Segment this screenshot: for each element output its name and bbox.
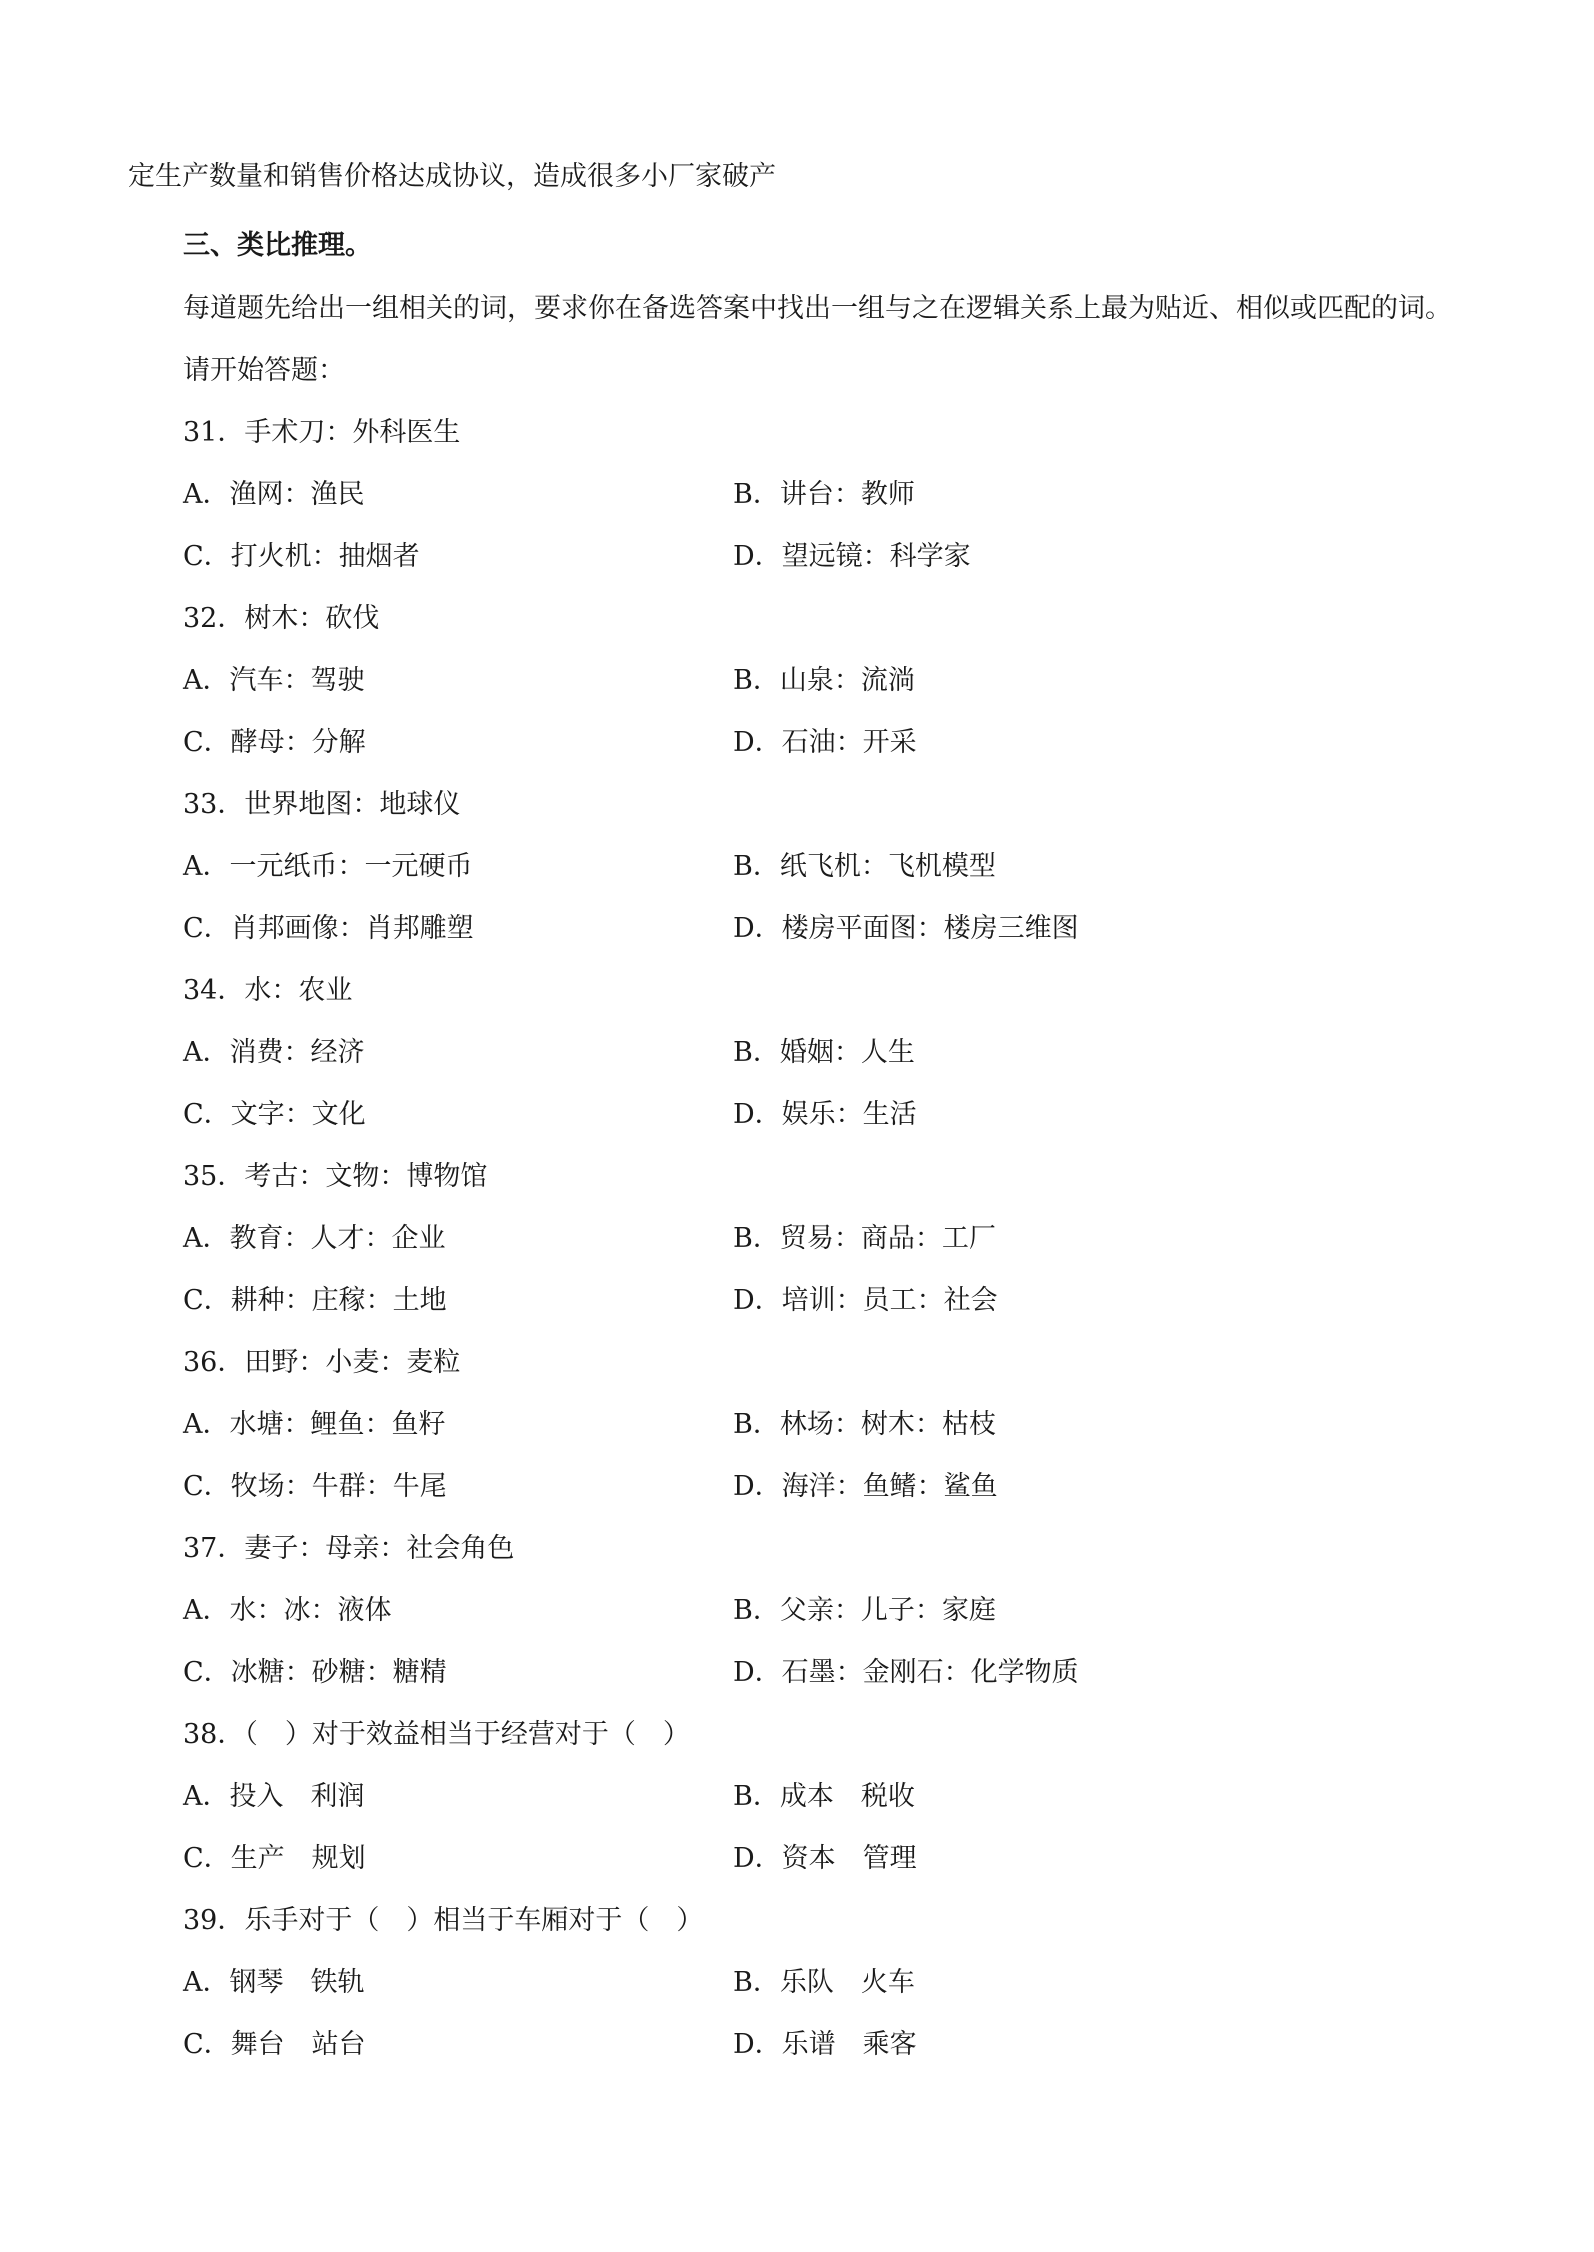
option-b: B．纸飞机：飞机模型 [733,851,996,882]
option-a: A．教育：人才：企业 [183,1223,446,1254]
option-d: D．望远镜：科学家 [733,541,971,572]
option-c: C．肖邦画像：肖邦雕塑 [183,913,474,944]
option-c: C．冰糖：砂糖：糖精 [183,1657,447,1688]
question-stem: 36．田野：小麦：麦粒 [183,1347,461,1378]
question-stem: 31．手术刀：外科医生 [183,417,461,448]
option-a: A．投入 利润 [183,1781,365,1812]
option-a: A．渔网：渔民 [183,479,365,510]
option-d: D．培训：员工：社会 [733,1285,998,1316]
option-b: B．父亲：儿子：家庭 [733,1595,996,1626]
section-heading: 三、类比推理。 [183,230,372,261]
option-c: C．打火机：抽烟者 [183,541,420,572]
option-d: D．资本 管理 [733,1843,917,1874]
option-d: D．石墨：金刚石：化学物质 [733,1657,1079,1688]
question-stem: 35．考古：文物：博物馆 [183,1161,488,1192]
start-prompt: 请开始答题： [183,355,345,386]
option-a: A．一元纸币：一元硬币 [183,851,473,882]
option-c: C．舞台 站台 [183,2029,366,2060]
option-c: C．牧场：牛群：牛尾 [183,1471,447,1502]
question-stem: 38．（ ）对于效益相当于经营对于（ ） [183,1719,690,1750]
option-a: A．水塘：鲤鱼：鱼籽 [183,1409,446,1440]
question-stem: 32．树木：砍伐 [183,603,380,634]
option-b: B．婚姻：人生 [733,1037,915,1068]
option-b: B．讲台：教师 [733,479,915,510]
option-c: C．文字：文化 [183,1099,366,1130]
option-c: C．生产 规划 [183,1843,366,1874]
option-d: D．娱乐：生活 [733,1099,917,1130]
option-b: B．林场：树木：枯枝 [733,1409,996,1440]
question-stem: 34．水：农业 [183,975,353,1006]
option-a: A．消费：经济 [183,1037,365,1068]
option-a: A．水：冰：液体 [183,1595,392,1626]
option-d: D．楼房平面图：楼房三维图 [733,913,1079,944]
option-b: B．成本 税收 [733,1781,915,1812]
question-stem: 33．世界地图：地球仪 [183,789,461,820]
question-stem: 39．乐手对于（ ）相当于车厢对于（ ） [183,1905,704,1936]
option-a: A．汽车：驾驶 [183,665,365,696]
option-c: C．耕种：庄稼：土地 [183,1285,447,1316]
option-b: B．山泉：流淌 [733,665,915,696]
option-b: B．贸易：商品：工厂 [733,1223,996,1254]
option-a: A．钢琴 铁轨 [183,1967,365,1998]
instructions-text: 每道题先给出一组相关的词，要求你在备选答案中找出一组与之在逻辑关系上最为贴近、相似或匹配的词。 [183,293,1452,324]
option-b: B．乐队 火车 [733,1967,915,1998]
option-d: D．乐谱 乘客 [733,2029,917,2060]
continuation-text: 定生产数量和销售价格达成协议，造成很多小厂家破产 [128,161,776,192]
option-c: C．酵母：分解 [183,727,366,758]
question-stem: 37．妻子：母亲：社会角色 [183,1533,515,1564]
option-d: D．海洋：鱼鳍：鲨鱼 [733,1471,998,1502]
option-d: D．石油：开采 [733,727,917,758]
